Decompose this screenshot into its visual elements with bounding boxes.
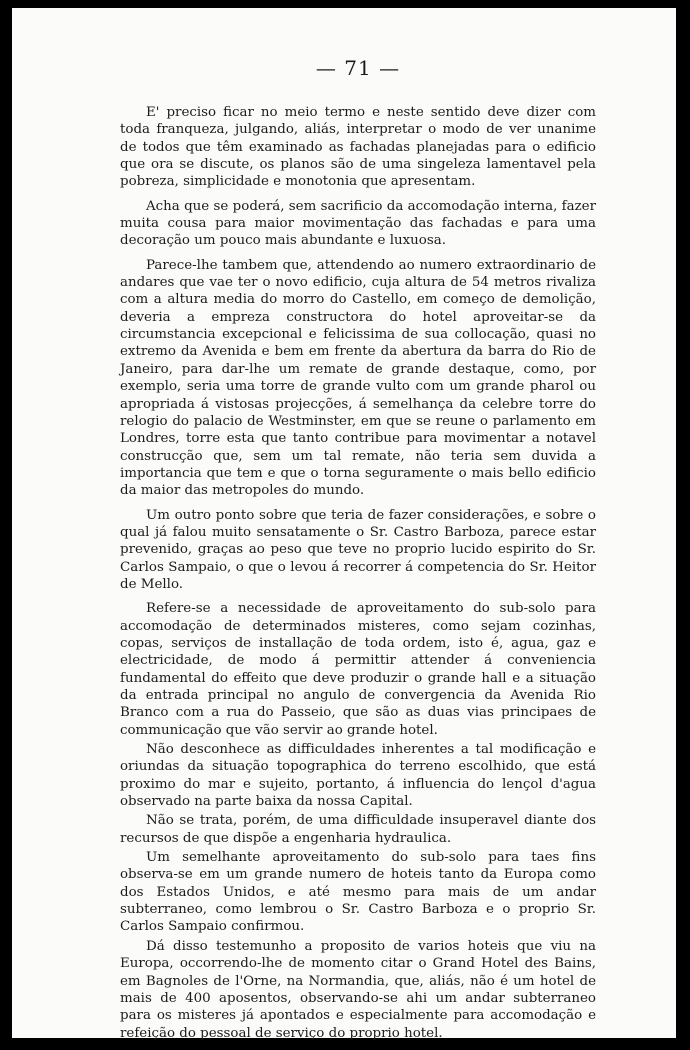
paragraph-3: Parece-lhe tambem que, attendendo ao numero extraordinario de andares que vae ter o novo edificio, cuja altura de 54 metros rivaliza com a altura media do morro do Castello, em começo de demolição, deveria a empreza constructora do hotel aproveitar-se da circumstancia excepcional e felicissima de sua collocação, quasi no extremo da Avenida e bem em frente da abertura da barra do Rio de Janeiro, para dar-lhe um remate de grande destaque, como, por exemplo, seria uma torre de grande vulto com um grande pharol ou apropriada á vistosas projecções, á semelhança da celebre torre do relogio do palacio de Westminster, em que se reune o parlamento em Londres, torre esta que tanto contribue para movimentar a notavel construcção que, sem um tal remate, não teria sem duvida a importancia que tem e que o torna seguramente o mais bello edificio da maior das metropoles do mundo. xyxy=(120,257,596,499)
paragraph-8: Um semelhante aproveitamento do sub-solo para taes fins observa-se em um grande numero de hoteis tanto da Europa como dos Estados Unidos, e até mesmo para mais de um andar subterraneo, como lembrou o Sr. Castro Barboza e o proprio Sr. Carlos Sampaio confirmou. xyxy=(120,850,596,935)
paragraph-9: Dá disso testemunho a proposito de varios hoteis que viu na Europa, occorrendo-lhe de momento citar o Grand Hotel des Bains, em Bagnoles de l'Orne, na Normandia, que, aliás, não é um hotel de mais de 400 aposentos, observando-se ahi um andar subterraneo para os misteres já apontados e especialmente para accomodação e refeição do pessoal de serviço do proprio hotel. xyxy=(120,938,596,1041)
paragraph-5: Refere-se a necessidade de aproveitamento do sub-solo para accomodação de determinados misteres, como sejam cozinhas, copas, serviços de installação de toda ordem, isto é, agua, gaz e electricidade, de modo á permittir attender á conveniencia fundamental do effeito que deve produzir o grande hall e a situação da entrada principal no angulo de convergencia da Avenida Rio Branco com a rua do Passeio, que são as duas vias principaes de communicação que vão servir ao grande hotel. xyxy=(120,601,596,738)
page-number: — 71 — xyxy=(315,56,401,80)
paragraph-1: E' preciso ficar no meio termo e neste sentido deve dizer com toda franqueza, julgando, aliás, interpretar o modo de ver unanime de todos que têm examinado as fachadas planejadas para o edificio que ora se discute, os planos são de uma singeleza lamentavel pela pobreza, simplicidade e monotonia que apresentam. xyxy=(120,105,596,190)
page-content xyxy=(120,56,596,1044)
paragraph-7: Não se trata, porém, de uma difficuldade insuperavel diante dos recursos de que dispõe a engenharia hydraulica. xyxy=(120,813,596,846)
document-page xyxy=(12,8,676,1041)
paragraph-2: Acha que se poderá, sem sacrificio da accomodação interna, fazer muita cousa para maior movimentação das fachadas e para uma decoração um pouco mais abundante e luxuosa. xyxy=(120,198,596,249)
paragraph-6: Não desconhece as difficuldades inherentes a tal modificação e oriundas da situação topographica do terreno escolhido, que está proximo do mar e sujeito, portanto, á influencia do lençol d'agua observado na parte baixa da nossa Capital. xyxy=(120,742,596,810)
paragraph-4: Um outro ponto sobre que teria de fazer considerações, e sobre o qual já falou muito sensatamente o Sr. Castro Barboza, parece estar prevenido, graças ao peso que teve no proprio lucido espirito do Sr. Carlos Sampaio, o que o levou á recorrer á competencia do Sr. Heitor de Mello. xyxy=(120,507,596,592)
